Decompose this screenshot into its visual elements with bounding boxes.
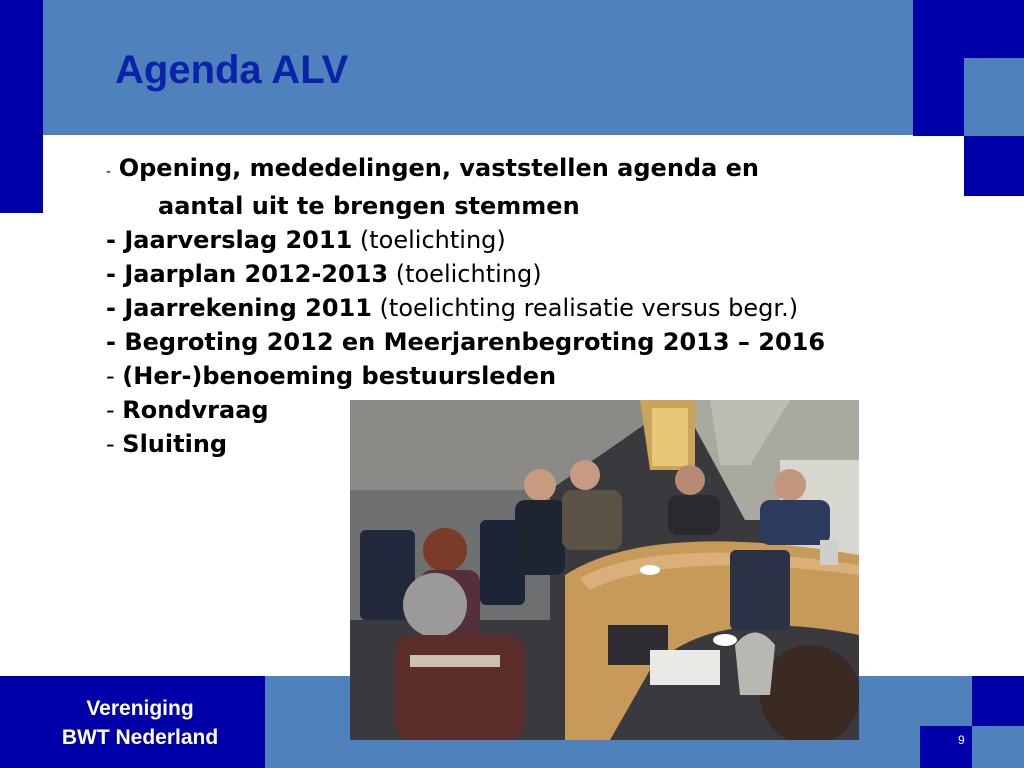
agenda-item-text: Jaarplan 2012-2013	[124, 260, 389, 288]
bullet-dash: -	[106, 226, 125, 254]
agenda-item-note: (toelichting)	[352, 226, 506, 254]
corner-square	[964, 58, 1024, 136]
agenda-item-text: Begroting 2012 en Meerjarenbegroting 2013 – 2016	[124, 328, 826, 356]
agenda-item-continuation	[106, 189, 1006, 223]
left-accent-bar	[0, 0, 43, 213]
agenda-item	[106, 291, 1006, 325]
agenda-item	[106, 257, 1006, 291]
agenda-item-text: Jaarrekening 2011	[124, 294, 372, 322]
corner-square	[972, 676, 1024, 726]
corner-square	[913, 58, 964, 136]
corner-square	[972, 726, 1024, 768]
bullet-dash: -	[106, 328, 125, 356]
meeting-photo	[350, 400, 859, 740]
bullet-dash: -	[106, 294, 125, 322]
agenda-item	[106, 325, 1006, 359]
bullet-dash: -	[106, 164, 112, 180]
agenda-item-text: Jaarverslag 2011	[124, 226, 353, 254]
bullet-dash: -	[106, 430, 123, 458]
slide-title: Agenda ALV	[115, 48, 349, 92]
agenda-item-note: (toelichting realisatie versus begr.)	[371, 294, 799, 322]
agenda-item	[106, 359, 1006, 393]
agenda-item-note: (toelichting)	[388, 260, 542, 288]
bullet-dash: -	[106, 396, 123, 424]
meeting-photo-icon	[350, 400, 859, 740]
bullet-dash: -	[106, 362, 123, 390]
corner-square	[913, 0, 964, 58]
agenda-item-text: aantal uit te brengen stemmen	[158, 192, 580, 220]
agenda-item-text: Rondvraag	[122, 396, 269, 424]
org-name-line1: Vereniging	[86, 697, 194, 720]
agenda-item-text: Sluiting	[122, 430, 228, 458]
corner-square	[964, 0, 1024, 58]
organization-name	[0, 694, 280, 752]
page-number: 9	[958, 733, 965, 747]
agenda-item	[106, 223, 1006, 257]
agenda-item-text: Opening, mededelingen, vaststellen agenda en	[118, 154, 760, 182]
org-name-line2: BWT Nederland	[61, 726, 219, 749]
agenda-item	[106, 151, 1006, 189]
agenda-item-text: (Her-)benoeming bestuursleden	[122, 362, 557, 390]
bullet-dash: -	[106, 260, 125, 288]
